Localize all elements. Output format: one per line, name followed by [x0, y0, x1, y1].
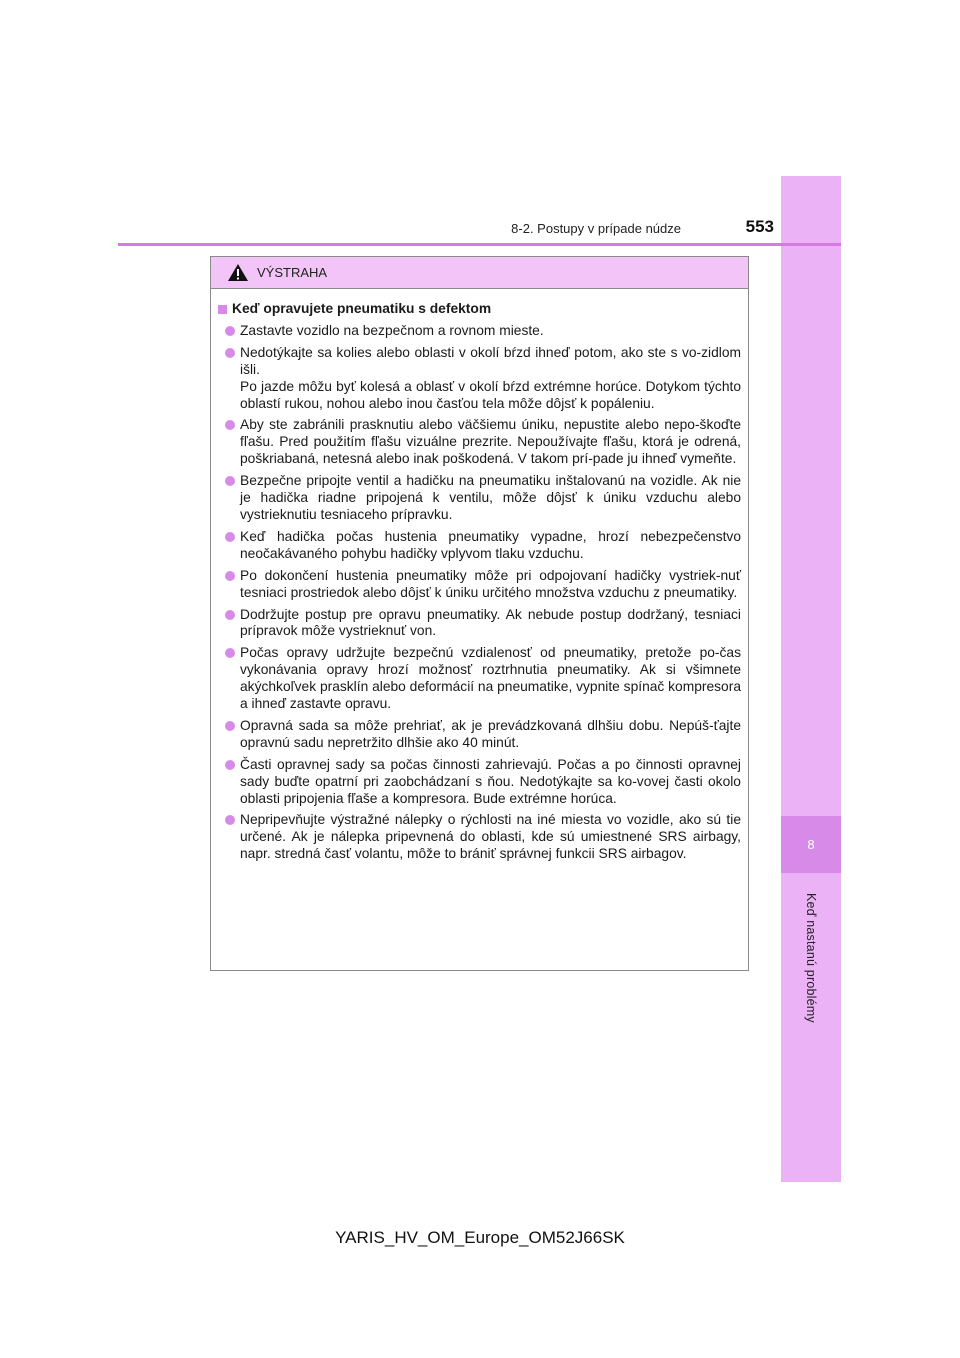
- bullet-icon: [225, 648, 235, 658]
- bullet-icon: [225, 610, 235, 620]
- chapter-title-text: Keď nastanú problémy: [804, 893, 818, 1023]
- warning-item-text: Opravná sada sa môže prehriať, ak je prevádzkovaná dlhšiu dobu. Nepúš-ťajte opravnú sadu nepretržito dlhšie ako 40 minút.: [240, 717, 741, 750]
- warning-item-text: Dodržujte postup pre opravu pneumatiky. Ak nebude postup dodržaný, tesniaci prípravok môže vystrieknuť von.: [240, 606, 741, 639]
- square-bullet-icon: [218, 305, 227, 314]
- warning-header: [211, 257, 748, 289]
- warning-item: [218, 417, 741, 468]
- bullet-icon: [225, 815, 235, 825]
- warning-item: [218, 757, 741, 808]
- warning-item-text: Zastavte vozidlo na bezpečnom a rovnom mieste.: [240, 322, 544, 338]
- bullet-icon: [225, 532, 235, 542]
- warning-item: [218, 345, 741, 413]
- warning-item: [218, 812, 741, 863]
- warning-item-text: Aby ste zabránili prasknutiu alebo väčšiemu úniku, nepustite alebo nepo-škoďte fľašu. Pred použitím fľašu vizuálne prezrite. Nepoužívajte fľašu, ktorá je odrená, poškriabaná, netesná alebo inak poškodená. V takom prí-pade ju ihneď vymeňte.: [240, 417, 741, 467]
- chapter-number: 8: [781, 816, 841, 873]
- bullet-icon: [225, 760, 235, 770]
- warning-section-title: [218, 301, 741, 318]
- warning-box: [210, 256, 749, 971]
- warning-triangle-icon: [227, 263, 249, 282]
- warning-item: [218, 607, 741, 641]
- warning-item: [218, 529, 741, 563]
- warning-item-text: Nedotýkajte sa kolies alebo oblasti v okolí bŕzd ihneď potom, ako ste s vo-zidlom išli.: [240, 344, 741, 377]
- chapter-title: [782, 878, 840, 1038]
- warning-item-text: Keď hadička počas hustenia pneumatiky vypadne, hrozí nebezpečenstvo neočakávaného pohybu hadičky vplyvom tlaku vzduchu.: [240, 528, 741, 561]
- warning-item-text: Po dokončení hustenia pneumatiky môže pri odpojovaní hadičky vystriek-nuť tesniaci prostriedok alebo dôjsť k úniku určitého množstva vzduchu z pneumatiky.: [240, 567, 741, 600]
- bullet-icon: [225, 571, 235, 581]
- warning-item: [218, 645, 741, 713]
- bullet-icon: [225, 326, 235, 336]
- bullet-icon: [225, 420, 235, 430]
- page-number: 553: [745, 217, 774, 236]
- warning-section-title-text: Keď opravujete pneumatiku s defektom: [232, 301, 492, 316]
- warning-item-text: Časti opravnej sady sa počas činnosti zahrievajú. Počas a po činnosti opravnej sady buďte opatrní pri zaobchádzaní s ňou. Nedotýkajte sa ko-vovej časti okolo oblasti pripojenia fľaše a kompresora. Bude extrémne horúca.: [240, 756, 741, 806]
- bullet-icon: [225, 721, 235, 731]
- warning-item-extra-text: Po jazde môžu byť kolesá a oblasť v okolí bŕzd extrémne horúce. Dotykom týchto oblastí rukou, nohou alebo inou časťou tela môže dôjsť k popáleniu.: [240, 378, 741, 411]
- warning-item: [218, 718, 741, 752]
- warning-item: [218, 323, 741, 340]
- bullet-icon: [225, 348, 235, 358]
- warning-item-text: Bezpečne pripojte ventil a hadičku na pneumatiku inštalovanú na vozidle. Ak nie je hadička riadne pripojená k ventilu, môže dôjsť k úniku vzduchu alebo vystrieknutiu tesniaceho prípravku.: [240, 473, 741, 522]
- section-heading: 8-2. Postupy v prípade núdze: [511, 221, 681, 236]
- warning-item: [218, 473, 741, 524]
- warning-title: VÝSTRAHA: [257, 265, 328, 280]
- warning-item: [218, 568, 741, 602]
- warning-body: [211, 289, 748, 863]
- warning-item-text: Počas opravy udržujte bezpečnú vzdialenosť od pneumatiky, pretože po-čas vykonávania opravy hrozí možnosť roztrhnutia pneumatiky. Ak si všimnete akýchkoľvek prasklín alebo deformácií na pneumatike, vypnite spínač kompresora a ihneď zastavte opravu.: [240, 645, 741, 712]
- warning-item-text: Nepripevňujte výstražné nálepky o rýchlosti na iné miesta vo vozidle, ako sú tie určené. Ak je nálepka pripevnená do oblasti, kde sú umiestnené SRS airbagy, napr. stredná časť volantu, môže to brániť správnej funkcii SRS airbagov.: [240, 812, 741, 862]
- footer-document-code: YARIS_HV_OM_Europe_OM52J66SK: [335, 1228, 625, 1247]
- header-divider: [118, 243, 841, 246]
- bullet-icon: [225, 476, 235, 486]
